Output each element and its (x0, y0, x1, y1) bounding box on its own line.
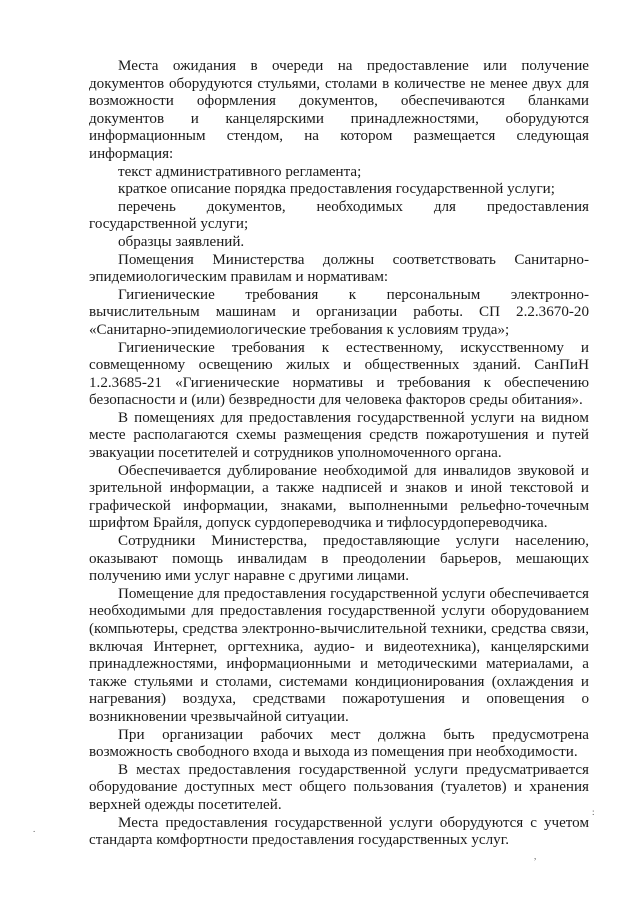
paragraph-waiting-places: Места ожидания в очереди на предоставление или получение документов оборудуются стульями, столами в количестве не менее двух для возможности оформления документов, обеспечиваются бланками документов и канцелярскими принадлежностями, оборудуются информационным стендом, на котором размещается следующая информация: (89, 58, 589, 162)
paragraph-list-item-description: краткое описание порядка предоставления государственной услуги; (118, 181, 555, 198)
document-body (89, 58, 589, 850)
paragraph-fire-evacuation: В помещениях для предоставления государственной услуги на видном месте располагаются схемы размещения средств пожаротушения и путей эвакуации посетителей и сотрудников уполномоченного органа. (89, 409, 589, 462)
scan-speck-bottom: , (534, 851, 537, 861)
paragraph-list-item-documents: перечень документов, необходимых для предоставления государственной услуги; (89, 198, 589, 233)
paragraph-workplaces: При организации рабочих мест должна быть предусмотрена возможность свободного входа и выхода из помещения при необходимости. (89, 726, 589, 761)
paragraph-room-equipment: Помещение для предоставления государственной услуги обеспечивается необходимыми для предоставления государственной услуги оборудованием (компьютеры, средства электронно-вычислительной техники, средства связи, включая Интернет, оргтехника, аудио- и видеотехника), канцелярскими принадлежностями, информационными и методическими материалами, а также стульями и столами, системами кондиционирования (охлаждения и нагревания) воздуха, средствами пожаротушения и оповещения о возникновении чрезвычайной ситуации. (89, 585, 589, 725)
paragraph-computer-requirements: Гигиенические требования к персональным электронно-вычислительным машинам и организации работы. СП 2.2.3670-20 «Санитарно-эпидемиологические требования к условиям труда»; (89, 286, 589, 338)
paragraph-sanitary-rules: Помещения Министерства должны соответствовать Санитарно-эпидемиологическим правилам и нормативам: (89, 251, 589, 286)
scan-speck-left: . (33, 824, 36, 834)
paragraph-comfort-standard: Места предоставления государственной услуги оборудуются с учетом стандарта комфортности предоставления государственных услуг. (89, 814, 589, 849)
paragraph-staff-assistance: Сотрудники Министерства, предоставляющие услуги населению, оказывают помощь инвалидам в преодолении барьеров, мешающих получению ими услуг наравне с другими лицами. (89, 533, 589, 585)
scan-speck-right: : (592, 807, 595, 817)
paragraph-list-item-regulation: текст административного регламента; (118, 163, 362, 180)
paragraph-lighting-requirements: Гигиенические требования к естественному, искусственному и совмещенному освещению жилых и общественных зданий. СанПиН 1.2.3685-21 «Гигиенические нормативы и требования к обеспечению безопасности и (или) безвредности для человека факторов среды обитания». (89, 339, 589, 409)
paragraph-public-facilities: В местах предоставления государственной услуги предусматривается оборудование доступных мест общего пользования (туалетов) и хранения верхней одежды посетителей. (89, 761, 589, 813)
paragraph-accessibility-duplication: Обеспечивается дублирование необходимой для инвалидов звуковой и зрительной информации, а также надписей и знаков и иной текстовой и графической информации, знаками, выполненными рельефно-точечным шрифтом Брайля, допуск сурдопереводчика и тифлосурдопереводчика. (89, 462, 589, 532)
paragraph-list-item-samples: образцы заявлений. (118, 233, 245, 250)
